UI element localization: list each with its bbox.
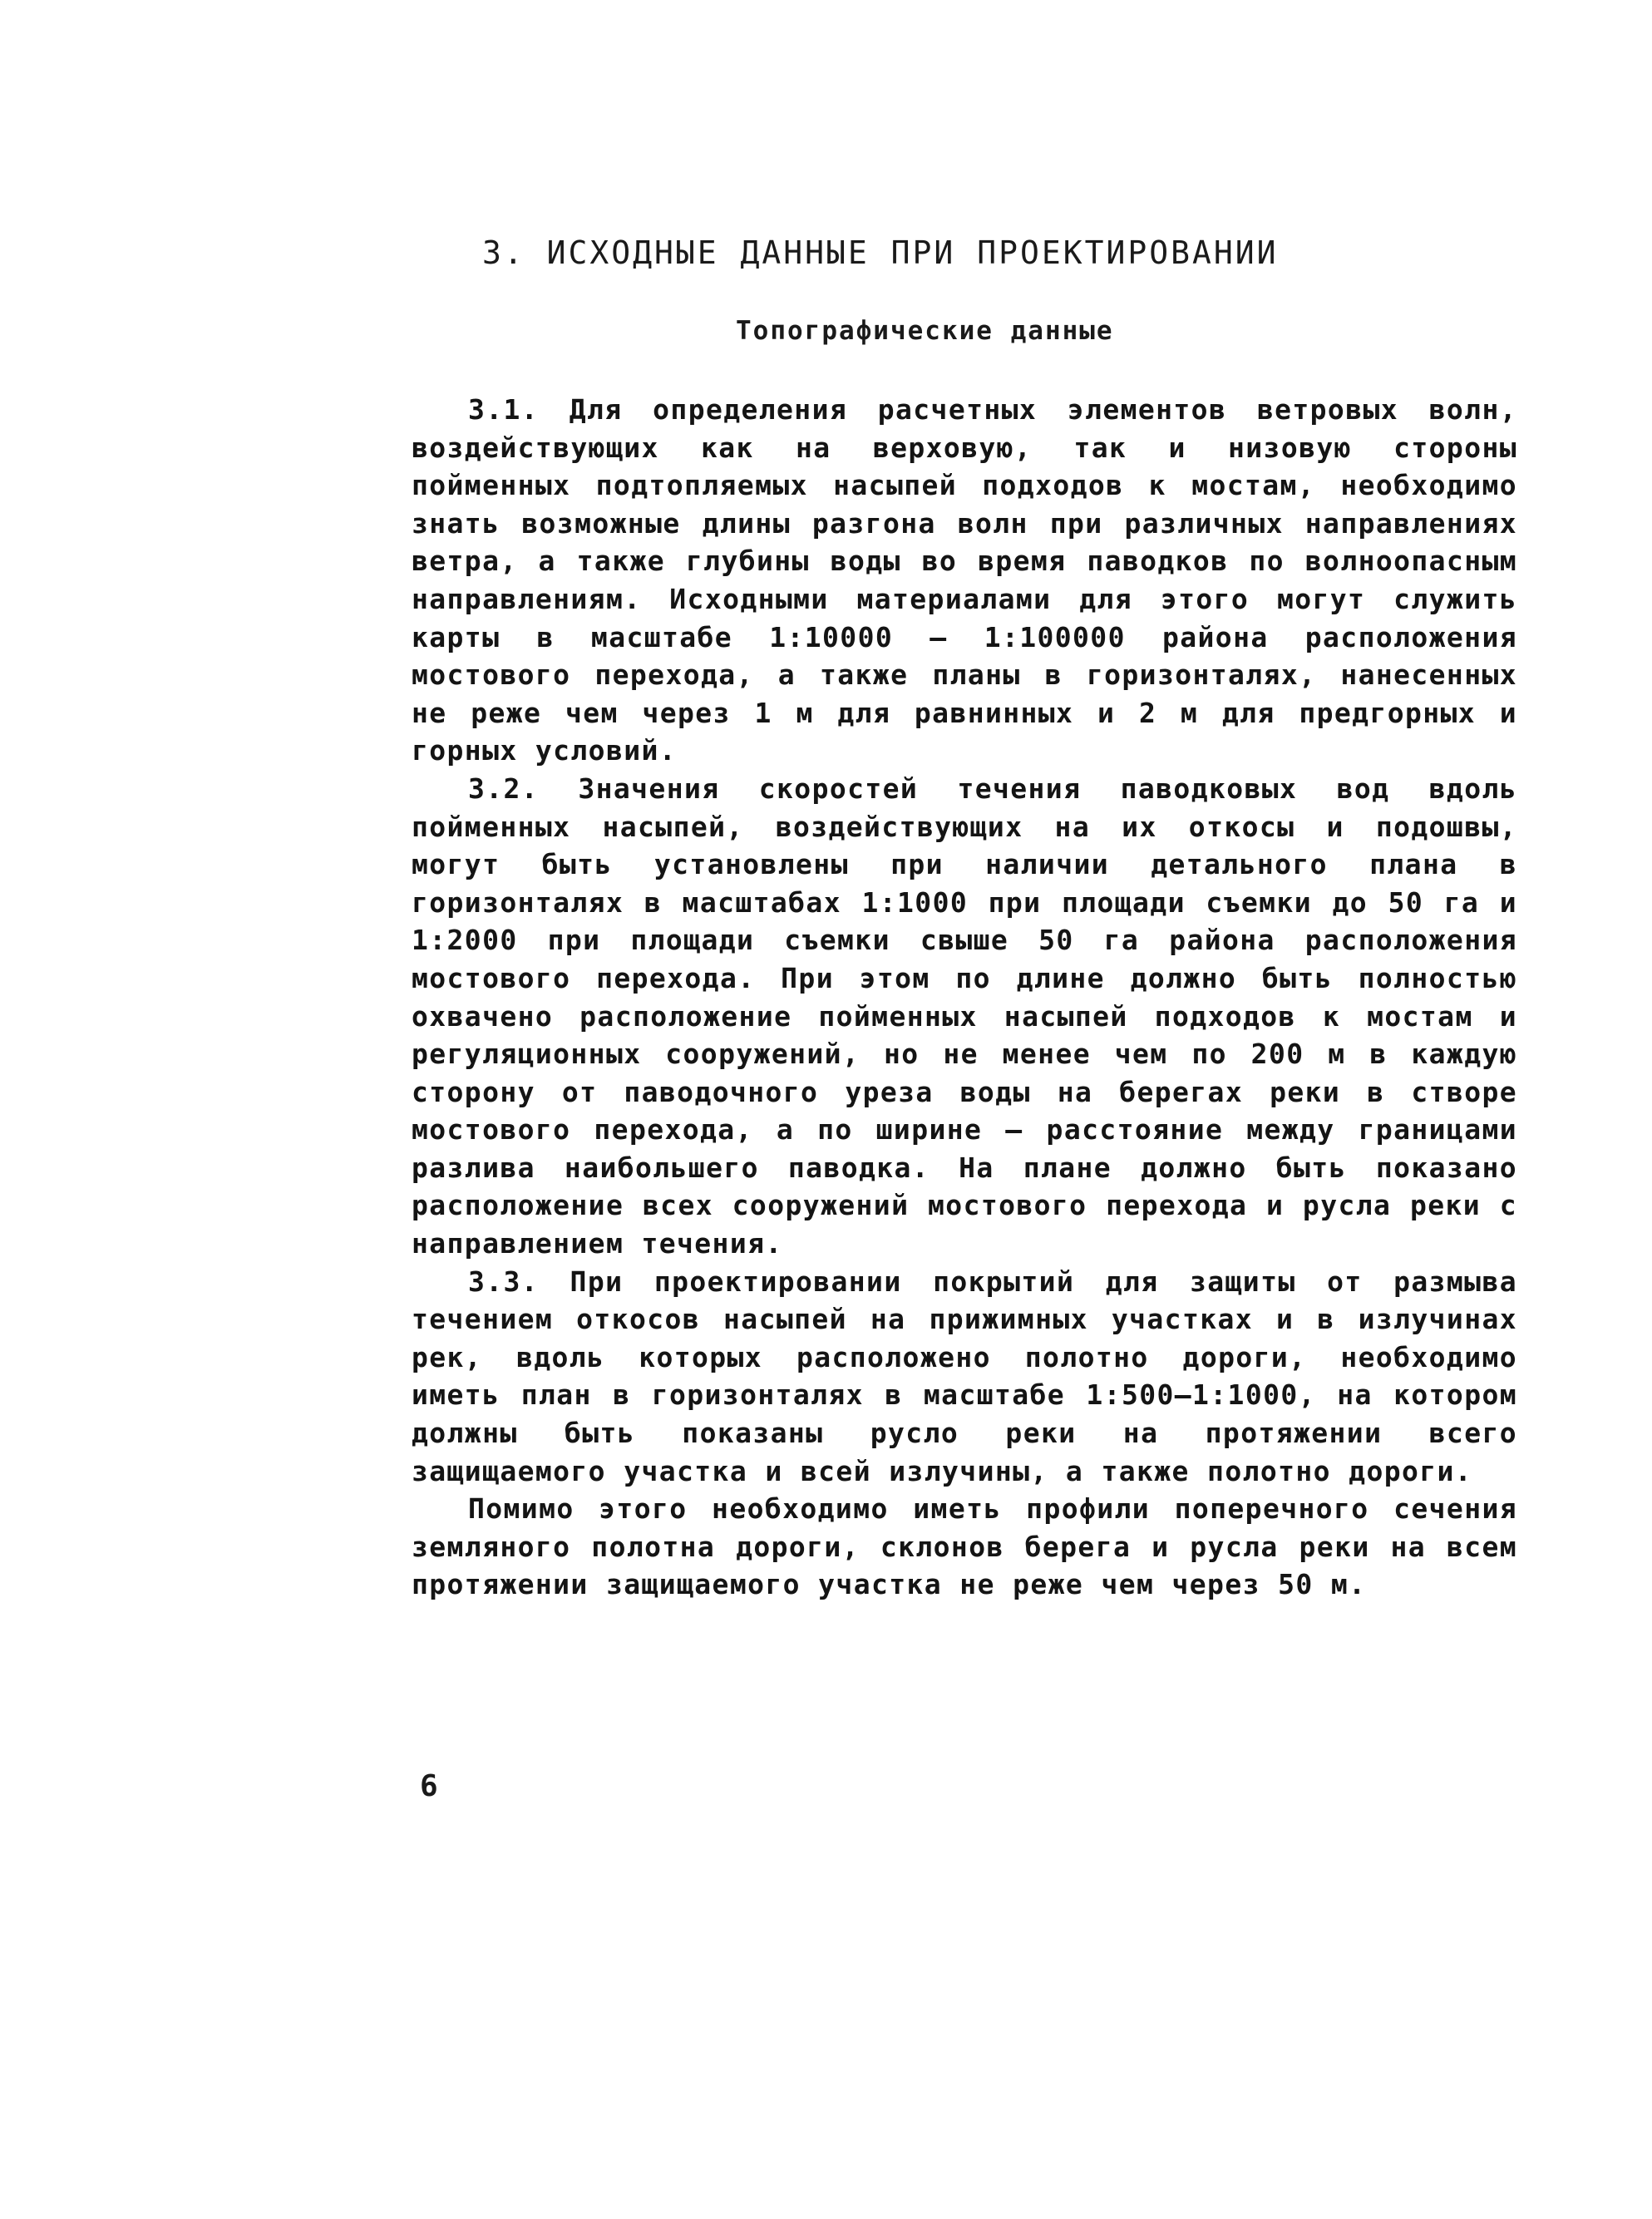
page-number: 6 xyxy=(420,1769,438,1803)
section-title: 3. ИСХОДНЫЕ ДАННЫЕ ПРИ ПРОЕКТИРОВАНИИ xyxy=(482,234,1279,271)
section-subtitle: Топографические данные xyxy=(736,316,1114,346)
paragraph-profiles: Помимо этого необходимо иметь профили поперечного сечения земляного полотна дороги, склонов берега и русла реки на всем протяжении защищаемого участка не реже чем через 50 м. xyxy=(412,1492,1517,1601)
paragraph-3-1: 3.1. Для определения расчетных элементов ветровых волн, воздействующих как на верховую, так и низовую стороны пойменных подтопляемых насыпей подходов к мостам, необходимо знать возможные длины разгона волн при различных направлениях ветра, а также глубины воды во время паводков по волноопасным направлениям. Исходными материалами для этого могут служить карты в масштабе 1:10000 – 1:100000 района расположения мостового перехода, а также планы в горизонталях, нанесенных не реже чем через 1 м для равнинных и 2 м для предгорных и горных условий. xyxy=(412,393,1517,767)
paragraph-3-2: 3.2. Значения скоростей течения паводковых вод вдоль пойменных насыпей, воздействующих на их откосы и подошвы, могут быть установлены при наличии детального плана в горизонталях в масштабах 1:1000 при площади съемки до 50 га и 1:2000 при площади съемки свыше 50 га района расположения мостового перехода. При этом по длине должно быть полностью охвачено расположение пойменных насыпей подходов к мостам и регуляционных сооружений, но не менее чем по 200 м в каждую сторону от паводочного уреза воды на берегах реки в створе мостового перехода, а по ширине – расстояние между границами разлива наибольшего паводка. На плане должно быть показано расположение всех сооружений мостового перехода и русла реки с направлением течения. xyxy=(412,772,1517,1260)
body-text xyxy=(412,391,1517,1604)
paragraph-3-3: 3.3. При проектировании покрытий для защиты от размыва течением откосов насыпей на прижимных участках и в излучинах рек, вдоль которых расположено полотно дороги, необходимо иметь план в горизонталях в масштабе 1:500–1:1000, на котором должны быть показаны русло реки на протяжении всего защищаемого участка и всей излучины, а также полотно дороги. xyxy=(412,1265,1517,1487)
